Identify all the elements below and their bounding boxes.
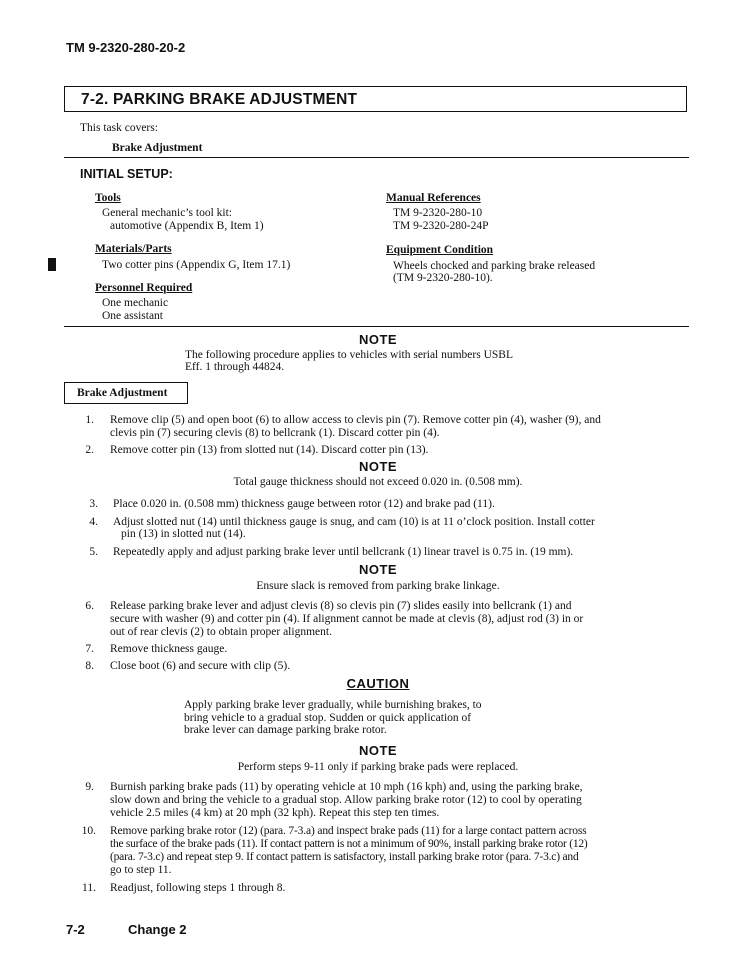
- step-text: Place 0.020 in. (0.508 mm) thickness gauge between rotor (12) and brake pad (11).: [113, 498, 495, 510]
- divider: [64, 326, 689, 327]
- note-text: Total gauge thickness should not exceed 0.020 in. (0.508 mm).: [233, 476, 523, 488]
- equipment-condition-line: Wheels chocked and parking brake released: [393, 260, 596, 272]
- equipment-condition-line: (TM 9-2320-280-10).: [393, 272, 493, 284]
- step-number: 4.: [89, 516, 98, 528]
- step-number: 6.: [85, 600, 94, 612]
- step-number: 7.: [85, 643, 94, 655]
- personnel-line: One mechanic: [102, 297, 169, 309]
- manual-reference: TM 9-2320-280-24P: [393, 220, 489, 232]
- step-text: Repeatedly apply and adjust parking brake lever until bellcrank (1) linear travel is 0.75 in. (19 mm).: [113, 546, 574, 558]
- note-heading: NOTE: [358, 332, 398, 347]
- caution-heading: CAUTION: [346, 676, 410, 691]
- materials-line: Two cotter pins (Appendix G, Item 17.1): [102, 259, 291, 271]
- caution-text: bring vehicle to a gradual stop. Sudden or quick application of: [184, 712, 472, 724]
- section-label-box: [64, 382, 188, 404]
- step-text: Adjust slotted nut (14) until thickness gauge is snug, and cam (10) is at 11 o’clock position. Install cotter: [113, 516, 595, 528]
- caution-text: Apply parking brake lever gradually, while burnishing brakes, to: [184, 699, 482, 711]
- initial-setup-heading: INITIAL SETUP:: [80, 167, 173, 181]
- note-text: Ensure slack is removed from parking brake linkage.: [256, 580, 500, 592]
- equipment-condition-label: Equipment Condition: [386, 244, 494, 256]
- step-text: Remove cotter pin (13) from slotted nut (14). Discard cotter pin (13).: [110, 444, 429, 456]
- step-text: Remove parking brake rotor (12) (para. 7-3.a) and inspect brake pads (11) for a large contact pattern across: [110, 825, 587, 837]
- step-text: Release parking brake lever and adjust clevis (8) so clevis pin (7) slides easily into bellcrank (1) and: [110, 600, 572, 612]
- tools-line: automotive (Appendix B, Item 1): [110, 220, 264, 232]
- step-number: 1.: [85, 414, 94, 426]
- note-text: Perform steps 9-11 only if parking brake pads were replaced.: [237, 761, 519, 773]
- step-number: 11.: [82, 882, 96, 894]
- page-number: 7-2: [66, 922, 85, 937]
- change-bar: [48, 258, 56, 271]
- manual-references-label: Manual References: [386, 192, 481, 204]
- step-text: pin (13) in slotted nut (14).: [121, 528, 246, 540]
- note-heading: NOTE: [358, 562, 398, 577]
- step-number: 9.: [85, 781, 94, 793]
- step-text: (para. 7-3.c) and repeat step 9. If contact pattern is satisfactory, install parking brake rotor (para. 7-3.c) and: [110, 851, 579, 863]
- step-text: Burnish parking brake pads (11) by operating vehicle at 10 mph (16 kph) and, using the parking brake,: [110, 781, 583, 793]
- materials-label: Materials/Parts: [95, 243, 172, 255]
- section-label: Brake Adjustment: [77, 387, 168, 399]
- document-id: TM 9-2320-280-20-2: [66, 40, 186, 55]
- step-number: 8.: [85, 660, 94, 672]
- step-number: 10.: [81, 825, 96, 837]
- step-text: secure with washer (9) and cotter pin (4). If alignment cannot be made at clevis (8), adjust rod (3) in or: [110, 613, 584, 625]
- step-text: vehicle 2.5 miles (4 km) at 20 mph (32 kph). Repeat this step ten times.: [110, 807, 440, 819]
- change-number: Change 2: [128, 922, 187, 937]
- step-text: Remove clip (5) and open boot (6) to allow access to clevis pin (7). Remove cotter pin (4), washer (9), and: [110, 414, 601, 426]
- note-heading: NOTE: [358, 459, 398, 474]
- note-text: The following procedure applies to vehicles with serial numbers USBL: [185, 349, 513, 361]
- step-text: go to step 11.: [110, 864, 172, 876]
- step-number: 3.: [89, 498, 98, 510]
- step-text: the surface of the brake pads (11). If contact pattern is not a minimum of 90%, install parking brake rotor (12): [110, 838, 588, 850]
- tools-label: Tools: [95, 192, 121, 204]
- step-text: Readjust, following steps 1 through 8.: [110, 882, 286, 894]
- personnel-line: One assistant: [102, 310, 164, 322]
- manual-reference: TM 9-2320-280-10: [393, 207, 483, 219]
- step-number: 5.: [89, 546, 98, 558]
- tools-line: General mechanic’s tool kit:: [102, 207, 232, 219]
- step-number: 2.: [85, 444, 94, 456]
- note-heading: NOTE: [358, 743, 398, 758]
- task-item: Brake Adjustment: [112, 142, 203, 154]
- step-text: Remove thickness gauge.: [110, 643, 228, 655]
- title-box: [64, 86, 687, 112]
- caution-text: brake lever can damage parking brake rotor.: [184, 724, 387, 736]
- note-text: Eff. 1 through 44824.: [185, 361, 285, 373]
- step-text: out of rear clevis (2) to obtain proper alignment.: [110, 626, 332, 638]
- step-text: slow down and bring the vehicle to a gradual stop. Allow parking brake rotor (12) to cool by operating: [110, 794, 582, 806]
- step-text: Close boot (6) and secure with clip (5).: [110, 660, 291, 672]
- personnel-label: Personnel Required: [95, 282, 193, 294]
- divider: [64, 157, 689, 158]
- task-covers-label: This task covers:: [80, 122, 158, 134]
- step-text: clevis pin (7) securing clevis (8) to bellcrank (1). Discard cotter pin (4).: [110, 427, 440, 439]
- page-title: 7-2. PARKING BRAKE ADJUSTMENT: [81, 91, 358, 108]
